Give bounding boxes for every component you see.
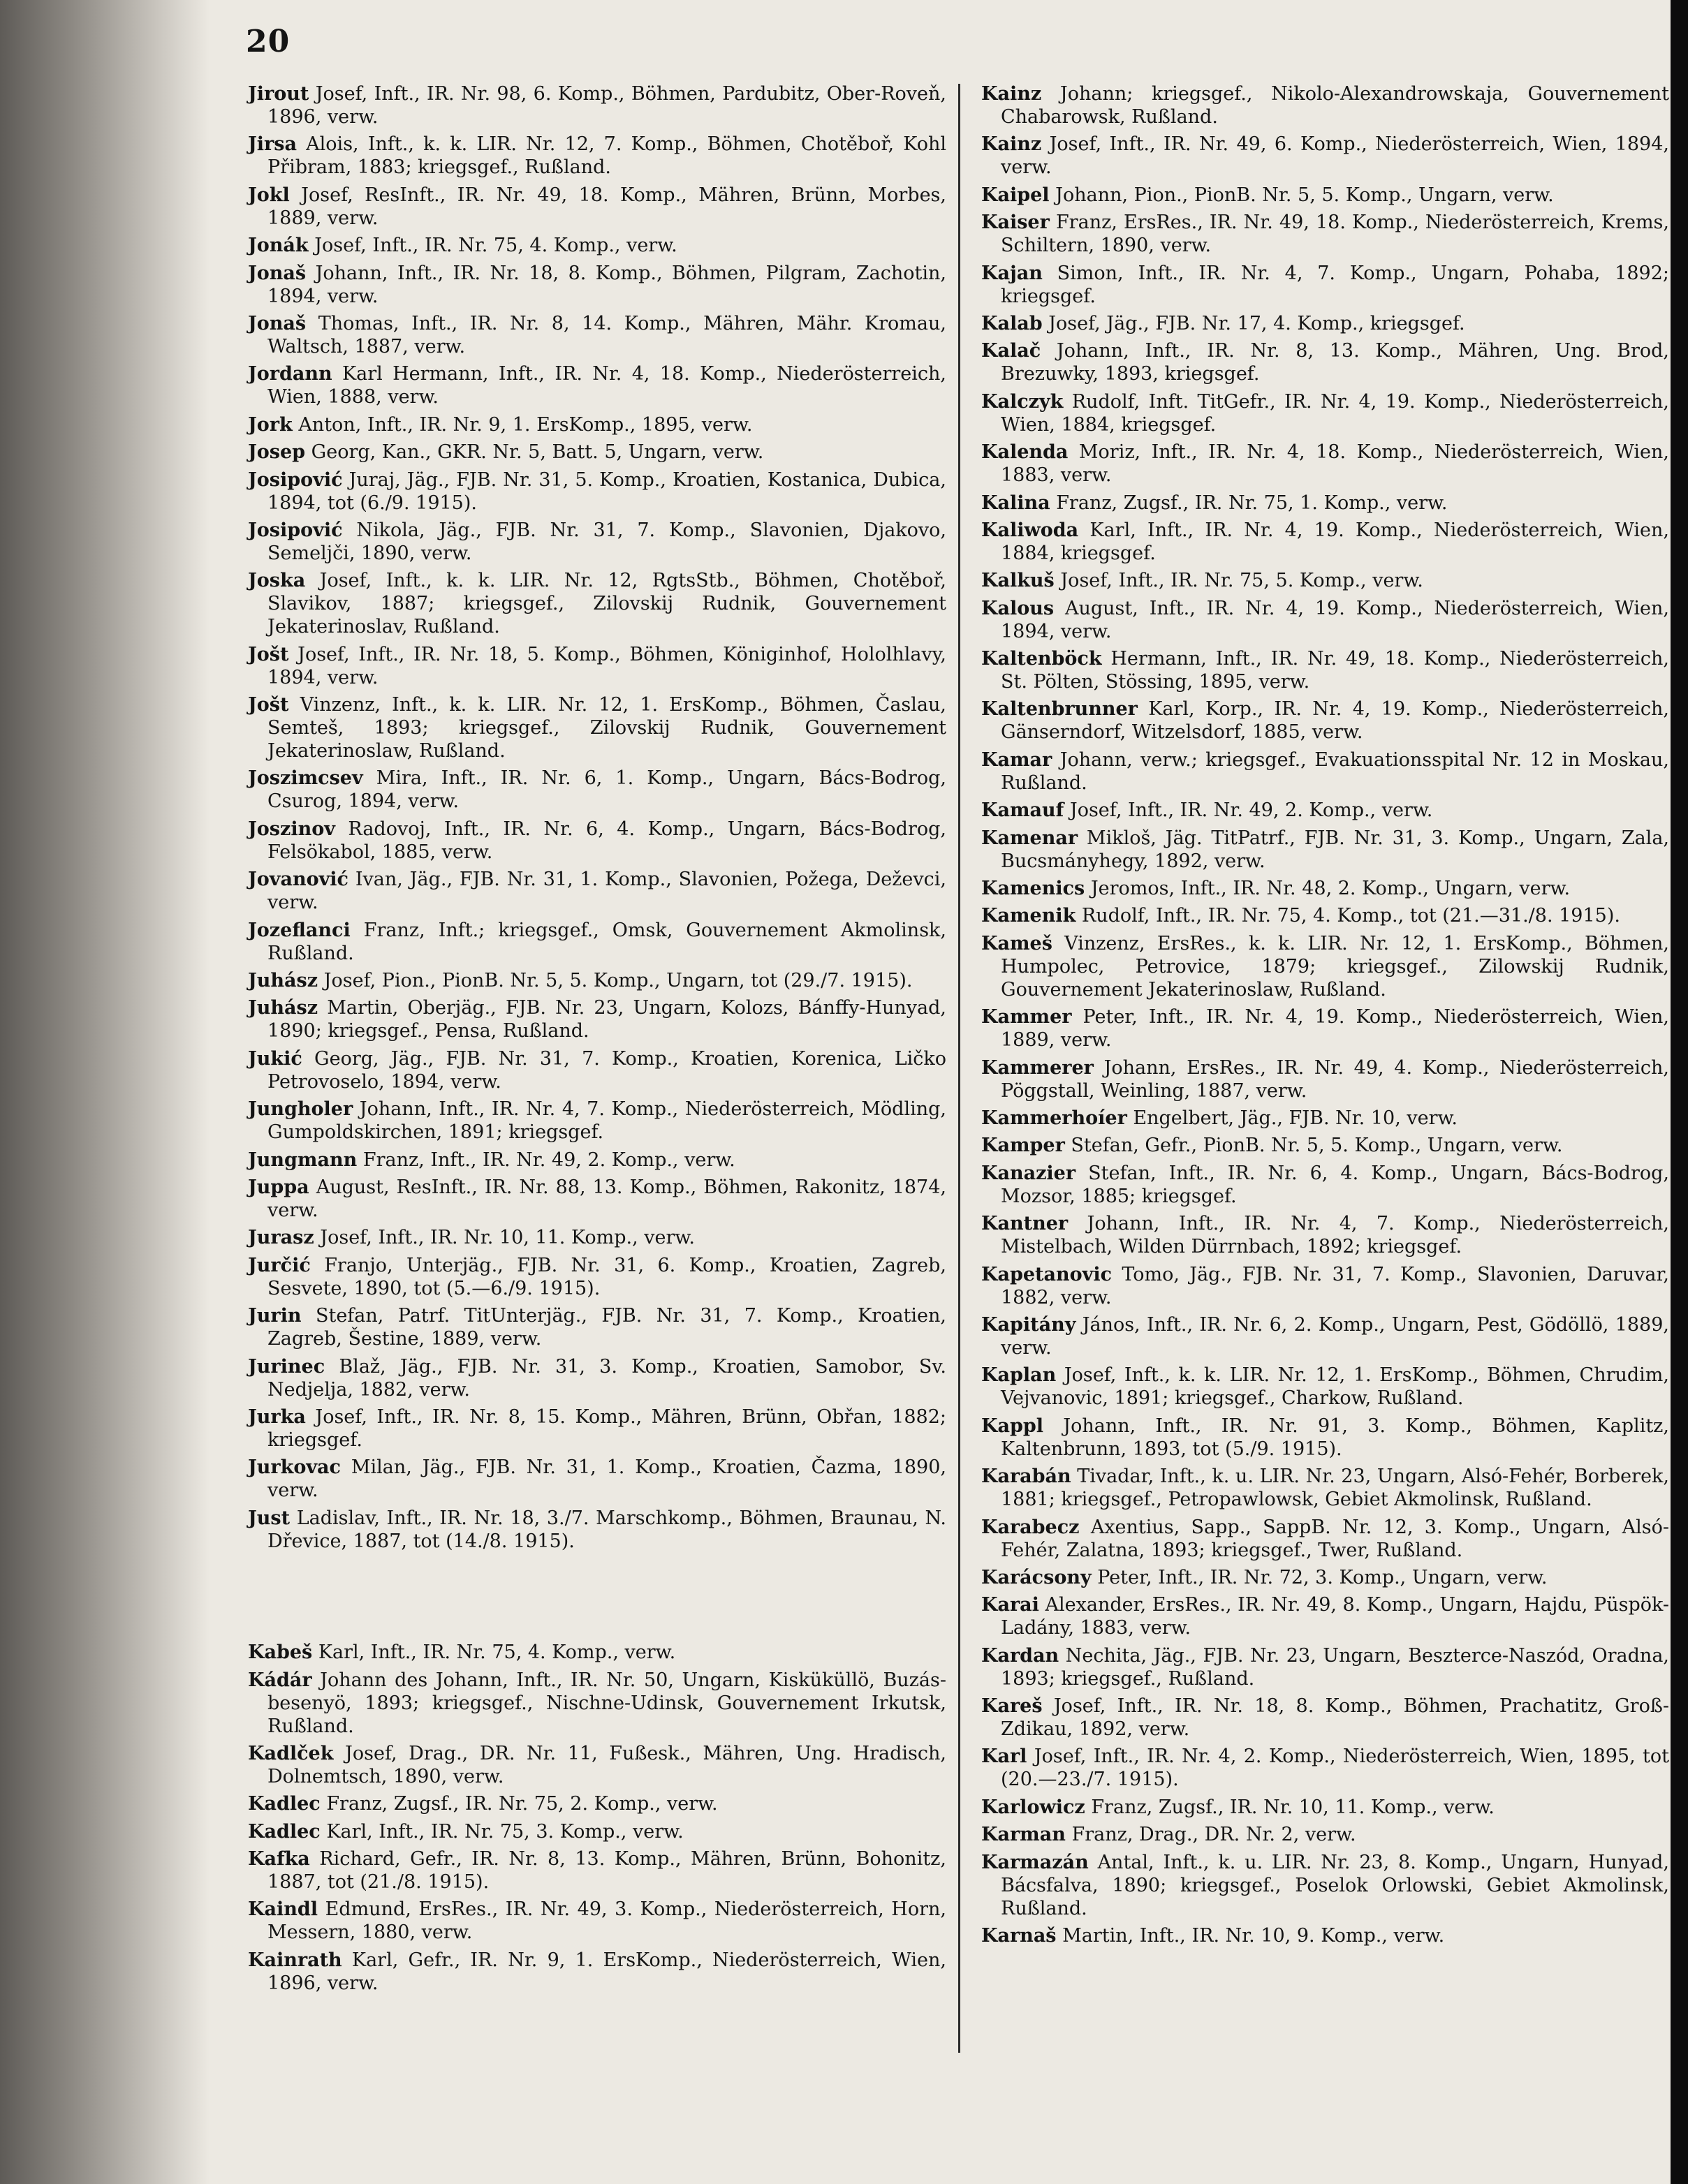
- register-entry: [248, 1149, 946, 1172]
- register-entry: [248, 1047, 946, 1093]
- entry-details: Karl, Inft., IR. Nr. 4, 19. Komp., Niederösterreich, Wien, 1884, kriegsgef.: [1001, 519, 1669, 564]
- entry-surname: Karman: [981, 1824, 1066, 1846]
- register-entry: [981, 1162, 1669, 1208]
- entry-details: Franz, Inft., IR. Nr. 49, 2. Komp., verw.: [362, 1149, 735, 1171]
- entry-surname: Juppa: [248, 1176, 309, 1198]
- entry-surname: Jork: [248, 413, 293, 436]
- register-entry: [981, 133, 1669, 179]
- entry-surname: Kalous: [981, 597, 1055, 619]
- entry-details: Johann, Inft., IR. Nr. 4, 7. Komp., Niederösterreich, Mödling, Gumpoldskirchen, 1891; kriegsgef.: [267, 1098, 946, 1144]
- register-entry: [248, 234, 946, 257]
- entry-details: Josef, Inft., IR. Nr. 98, 6. Komp., Böhmen, Pardubitz, Ober-Roveň, 1896, verw.: [267, 83, 946, 128]
- entry-surname: Kaiser: [981, 212, 1050, 234]
- entry-surname: Kamper: [981, 1135, 1065, 1157]
- entry-details: Franz, Inft.; kriegsgef., Omsk, Gouvernement Akmolinsk, Rußland.: [267, 919, 946, 964]
- register-entry: [248, 184, 946, 230]
- register-entry: [981, 492, 1669, 515]
- register-entry: [981, 1415, 1669, 1461]
- register-entry: [248, 643, 946, 689]
- register-entry: [248, 868, 946, 914]
- register-entry: [248, 1847, 946, 1894]
- scan-shadow: [0, 0, 210, 2184]
- register-entry: [248, 1405, 946, 1452]
- entry-surname: Just: [248, 1507, 291, 1529]
- entry-surname: Jordann: [248, 363, 332, 385]
- entry-details: Alois, Inft., k. k. LIR. Nr. 12, 7. Komp., Böhmen, Chotěboř, Kohl Přibram, 1883; kriegsgef., Rußland.: [267, 133, 946, 179]
- entry-details: Josef, Inft., k. k. LIR. Nr. 12, RgtsStb., Böhmen, Chotěboř, Slavikov, 1887; kriegsgef., Zilovskij Rudnik, Gouvernement Jekaterinoslav, Rußland.: [267, 570, 946, 638]
- register-entry: [248, 767, 946, 813]
- register-entry: [981, 262, 1669, 308]
- entry-details: Ladislav, Inft., IR. Nr. 18, 3./7. Marschkomp., Böhmen, Braunau, N. Dřevice, 1887, tot (14./8. 1915).: [267, 1507, 946, 1552]
- register-entry: [981, 339, 1669, 385]
- register-entry: [981, 1796, 1669, 1819]
- entry-details: Josef, Drag., DR. Nr. 11, Fußesk., Mähren, Ung. Hradisch, Dolnemtsch, 1890, verw.: [267, 1742, 946, 1787]
- entry-surname: Kanazier: [981, 1162, 1076, 1184]
- register-entry: [248, 1456, 946, 1502]
- entry-surname: Kammerer: [981, 1056, 1094, 1079]
- page-number: 20: [246, 24, 291, 59]
- register-entry: [981, 1056, 1669, 1102]
- entry-surname: Kalkuš: [981, 570, 1055, 592]
- register-entry: [981, 698, 1669, 744]
- register-entry: [981, 799, 1669, 822]
- entry-details: Franjo, Unterjäg., FJB. Nr. 31, 6. Komp., Kroatien, Zagreb, Sesvete, 1890, tot (5.—6./9. 1915).: [267, 1254, 946, 1299]
- register-entry: [981, 184, 1669, 207]
- entry-surname: Jurasz: [248, 1227, 314, 1249]
- entry-details: Simon, Inft., IR. Nr. 4, 7. Komp., Ungarn, Pohaba, 1892; kriegsgef.: [1001, 262, 1669, 307]
- entry-details: Antal, Inft., k. u. LIR. Nr. 23, 8. Komp., Ungarn, Hunyad, Bácsfalva, 1890; kriegsgef., Poselok Orlowski, Gebiet Akmolinsk, Rußland.: [1001, 1851, 1669, 1919]
- register-entry: [248, 1176, 946, 1222]
- register-entry: [981, 1134, 1669, 1157]
- entry-details: Blaž, Jäg., FJB. Nr. 31, 3. Komp., Kroatien, Samobor, Sv. Nedjelja, 1882, verw.: [267, 1355, 946, 1401]
- entry-surname: Kaltenbrunner: [981, 698, 1138, 721]
- entry-surname: Kamauf: [981, 799, 1064, 822]
- entry-surname: Karai: [981, 1594, 1039, 1616]
- entry-details: Georg, Kan., GKR. Nr. 5, Batt. 5, Ungarn, verw.: [311, 441, 764, 464]
- entry-surname: Jurka: [248, 1405, 306, 1428]
- entry-surname: Kalab: [981, 312, 1043, 334]
- entry-details: Karl, Inft., IR. Nr. 75, 4. Komp., verw.: [318, 1641, 676, 1664]
- register-entry: [981, 390, 1669, 436]
- entry-details: August, Inft., IR. Nr. 4, 19. Komp., Niederösterreich, Wien, 1894, verw.: [1001, 597, 1669, 642]
- entry-surname: Joszimcsev: [248, 767, 363, 790]
- register-entry: [981, 1745, 1669, 1791]
- entry-details: Jeromos, Inft., IR. Nr. 48, 2. Komp., Ungarn, verw.: [1090, 878, 1571, 900]
- register-entry: [248, 569, 946, 638]
- entry-details: Martin, Inft., IR. Nr. 10, 9. Komp., verw.: [1062, 1925, 1445, 1947]
- register-entry: [981, 569, 1669, 592]
- entry-surname: Kainz: [981, 133, 1042, 156]
- entry-details: Peter, Inft., IR. Nr. 72, 3. Komp., Ungarn, verw.: [1097, 1566, 1548, 1588]
- entry-surname: Kaltenböck: [981, 648, 1102, 670]
- entry-surname: Jonaš: [248, 312, 307, 334]
- entry-surname: Kappl: [981, 1415, 1043, 1437]
- register-entry: [981, 1823, 1669, 1846]
- register-entry: [981, 748, 1669, 795]
- entry-surname: Jurin: [248, 1305, 302, 1327]
- register-entry: [981, 1644, 1669, 1690]
- entry-details: Rudolf, Inft. TitGefr., IR. Nr. 4, 19. Komp., Niederösterreich, Wien, 1884, kriegsgef.: [1001, 390, 1669, 436]
- entry-details: Josef, Inft., k. k. LIR. Nr. 12, 1. ErsKomp., Böhmen, Chrudim, Vejvanovic, 1891; kriegsgef., Charkow, Rußland.: [1001, 1364, 1669, 1410]
- entry-details: Johann, Inft., IR. Nr. 4, 7. Komp., Niederösterreich, Mistelbach, Wilden Dürrnbach, 1892; kriegsgef.: [1001, 1213, 1669, 1258]
- entry-surname: Jurkovac: [248, 1456, 341, 1479]
- register-entry: [248, 362, 946, 408]
- entry-details: Vinzenz, Inft., k. k. LIR. Nr. 12, 1. ErsKomp., Böhmen, Časlau, Semteš, 1893; kriegsgef., Zilovskij Rudnik, Gouvernement Jekaterinoslaw, Rußland.: [267, 694, 946, 762]
- entry-details: Josef, Inft., IR. Nr. 8, 15. Komp., Mähren, Brünn, Obřan, 1882; kriegsgef.: [267, 1405, 946, 1451]
- register-entry: [981, 211, 1669, 257]
- register-entry: [981, 1313, 1669, 1359]
- entry-details: Franz, ErsRes., IR. Nr. 49, 18. Komp., Niederösterreich, Krems, Schiltern, 1890, verw.: [1001, 212, 1669, 257]
- entry-details: Martin, Oberjäg., FJB. Nr. 23, Ungarn, Kolozs, Bánffy-Hunyad, 1890; kriegsgef., Pensa, Rußland.: [267, 997, 946, 1042]
- entry-surname: Josipović: [248, 468, 343, 491]
- entry-surname: Juhász: [248, 970, 318, 992]
- entry-details: Johann, Pion., PionB. Nr. 5, 5. Komp., Ungarn, verw.: [1055, 184, 1554, 206]
- register-entry: [981, 1851, 1669, 1920]
- register-entry: [981, 827, 1669, 873]
- entry-surname: Karnaš: [981, 1925, 1057, 1947]
- entry-surname: Joska: [248, 570, 306, 592]
- register-entry: [981, 877, 1669, 900]
- left-column: [248, 82, 946, 1999]
- register-entry: [248, 468, 946, 515]
- register-entry: [981, 1212, 1669, 1258]
- entry-surname: Jozeflanci: [248, 919, 351, 941]
- entry-surname: Jungholer: [248, 1098, 353, 1121]
- entry-surname: Kadlček: [248, 1742, 334, 1764]
- entry-details: Franz, Drag., DR. Nr. 2, verw.: [1071, 1824, 1356, 1846]
- entry-surname: Jirsa: [248, 133, 297, 156]
- entry-details: Ivan, Jäg., FJB. Nr. 31, 1. Komp., Slavonien, Požega, Deževci, verw.: [267, 869, 946, 914]
- entry-surname: Kádár: [248, 1669, 312, 1691]
- register-entry: [981, 647, 1669, 693]
- entry-surname: Kabeš: [248, 1641, 313, 1664]
- entry-details: Johann, Inft., IR. Nr. 18, 8. Komp., Böhmen, Pilgram, Zachotin, 1894, verw.: [267, 262, 946, 307]
- entry-details: Josef, Inft., IR. Nr. 75, 5. Komp., verw.: [1060, 570, 1423, 592]
- entry-details: Vinzenz, ErsRes., k. k. LIR. Nr. 12, 1. ErsKomp., Böhmen, Humpolec, Petrovice, 1879; kriegsgef., Zilowskij Rudnik, Gouvernement Jekaterinoslaw, Rußland.: [1001, 932, 1669, 1001]
- entry-surname: Kainz: [981, 83, 1042, 105]
- register-entry: [981, 1924, 1669, 1947]
- entry-surname: Karl: [981, 1746, 1027, 1768]
- entry-details: Josef, ResInft., IR. Nr. 49, 18. Komp., Mähren, Brünn, Morbes, 1889, verw.: [267, 184, 946, 229]
- entry-surname: Joszinov: [248, 818, 335, 840]
- entry-surname: Jonaš: [248, 262, 307, 284]
- entry-details: Josef, Inft., IR. Nr. 4, 2. Komp., Niederösterreich, Wien, 1895, tot (20.—23./7. 1915).: [1001, 1746, 1669, 1791]
- entry-surname: Kadlec: [248, 1820, 321, 1843]
- entry-surname: Kajan: [981, 262, 1043, 284]
- register-entry: [981, 1566, 1669, 1589]
- entry-surname: Kaipel: [981, 184, 1050, 206]
- entry-surname: Karlowicz: [981, 1796, 1085, 1818]
- register-entry: [981, 1005, 1669, 1052]
- register-entry: [248, 312, 946, 358]
- entry-surname: Kameš: [981, 932, 1052, 954]
- entry-surname: Jonák: [248, 235, 309, 257]
- register-entry: [981, 441, 1669, 487]
- entry-surname: Kalenda: [981, 441, 1069, 464]
- entry-details: Stefan, Inft., IR. Nr. 6, 4. Komp., Ungarn, Bács-Bodrog, Mozsor, 1885; kriegsgef.: [1001, 1162, 1669, 1207]
- register-entry: [248, 441, 946, 464]
- column-divider: [958, 84, 960, 2053]
- entry-surname: Josep: [248, 441, 306, 464]
- section-gap: [248, 1557, 946, 1641]
- register-entry: [981, 1364, 1669, 1410]
- register-entry: [981, 1516, 1669, 1562]
- entry-details: Milan, Jäg., FJB. Nr. 31, 1. Komp., Kroatien, Čazma, 1890, verw.: [267, 1456, 946, 1502]
- entry-details: János, Inft., IR. Nr. 6, 2. Komp., Ungarn, Pest, Gödöllö, 1889, verw.: [1001, 1313, 1669, 1359]
- entry-surname: Kafka: [248, 1848, 310, 1871]
- entry-surname: Jošt: [248, 643, 289, 665]
- entry-details: Karl, Inft., IR. Nr. 75, 3. Komp., verw.: [326, 1820, 684, 1843]
- register-entry: [981, 519, 1669, 565]
- entry-surname: Karabecz: [981, 1516, 1080, 1538]
- entry-surname: Kainrath: [248, 1949, 342, 1971]
- entry-details: Mira, Inft., IR. Nr. 6, 1. Komp., Ungarn, Bács-Bodrog, Csurog, 1894, verw.: [267, 767, 946, 813]
- register-entry: [248, 1507, 946, 1553]
- entry-surname: Karabán: [981, 1466, 1071, 1488]
- register-entry: [248, 1669, 946, 1738]
- register-entry: [248, 919, 946, 965]
- entry-details: Karl, Gefr., IR. Nr. 9, 1. ErsKomp., Niederösterreich, Wien, 1896, verw.: [267, 1949, 946, 1994]
- entry-surname: Jirout: [248, 83, 309, 105]
- entry-details: Rudolf, Inft., IR. Nr. 75, 4. Komp., tot (21.—31./8. 1915).: [1081, 905, 1620, 927]
- entry-details: Radovoj, Inft., IR. Nr. 6, 4. Komp., Ungarn, Bács-Bodrog, Felsökabol, 1885, verw.: [267, 818, 946, 863]
- register-entry: [248, 1098, 946, 1144]
- entry-details: Josef, Pion., PionB. Nr. 5, 5. Komp., Ungarn, tot (29./7. 1915).: [323, 970, 913, 992]
- entry-details: Karl, Korp., IR. Nr. 4, 19. Komp., Niederösterreich, Gänserndorf, Witzelsdorf, 1885, verw.: [1001, 698, 1669, 744]
- entry-surname: Jokl: [248, 184, 290, 206]
- entry-surname: Kalina: [981, 492, 1050, 514]
- register-entry: [981, 932, 1669, 1001]
- entry-surname: Kamenar: [981, 827, 1078, 849]
- entry-details: Georg, Jäg., FJB. Nr. 31, 7. Komp., Kroatien, Korenica, Ličko Petrovoselo, 1894, verw.: [267, 1047, 946, 1093]
- entry-surname: Kantner: [981, 1213, 1069, 1235]
- register-entry: [248, 133, 946, 179]
- entry-details: August, ResInft., IR. Nr. 88, 13. Komp., Böhmen, Rakonitz, 1874, verw.: [267, 1176, 946, 1221]
- register-entry: [248, 1949, 946, 1995]
- entry-surname: Jošt: [248, 694, 289, 716]
- entry-details: Franz, Zugsf., IR. Nr. 75, 2. Komp., verw.: [326, 1793, 718, 1815]
- entry-details: Johann, Inft., IR. Nr. 8, 13. Komp., Mähren, Ung. Brod, Brezuwky, 1893, kriegsgef.: [1001, 340, 1669, 385]
- entry-details: Franz, Zugsf., IR. Nr. 10, 11. Komp., verw.: [1091, 1796, 1495, 1818]
- entry-details: Anton, Inft., IR. Nr. 9, 1. ErsKomp., 1895, verw.: [298, 413, 753, 436]
- entry-details: Josef, Inft., IR. Nr. 18, 8. Komp., Böhmen, Prachatitz, Groß-Zdikau, 1892, verw.: [1001, 1695, 1669, 1741]
- register-entry: [248, 818, 946, 864]
- entry-details: Alexander, ErsRes., IR. Nr. 49, 8. Komp., Ungarn, Hajdu, Püspök-Ladány, 1883, verw.: [1001, 1594, 1670, 1639]
- entry-details: Stefan, Gefr., PionB. Nr. 5, 5. Komp., Ungarn, verw.: [1071, 1135, 1563, 1157]
- entry-surname: Jurčić: [248, 1254, 311, 1276]
- entry-details: Josef, Inft., IR. Nr. 75, 4. Komp., verw.: [314, 235, 677, 257]
- entry-details: Juraj, Jäg., FJB. Nr. 31, 5. Komp., Kroatien, Kostanica, Dubica, 1894, tot (6./9. 1915).: [267, 468, 946, 514]
- register-entry: [981, 597, 1669, 643]
- entry-surname: Kamar: [981, 748, 1052, 771]
- entry-surname: Kaliwoda: [981, 519, 1079, 541]
- entry-surname: Kalač: [981, 340, 1041, 362]
- entry-surname: Kardan: [981, 1644, 1059, 1667]
- entry-details: Mikloš, Jäg. TitPatrf., FJB. Nr. 31, 3. Komp., Ungarn, Zala, Bucsmányhegy, 1892, verw.: [1001, 827, 1669, 872]
- entry-details: Stefan, Patrf. TitUnterjäg., FJB. Nr. 31, 7. Komp., Kroatien, Zagreb, Šestine, 1889, verw.: [267, 1305, 946, 1350]
- entry-surname: Kapitány: [981, 1313, 1076, 1336]
- register-entry: [981, 1107, 1669, 1130]
- register-entry: [981, 1263, 1669, 1309]
- scan-edge: [1671, 0, 1688, 2184]
- register-entry: [248, 1355, 946, 1401]
- entry-details: Thomas, Inft., IR. Nr. 8, 14. Komp., Mähren, Mähr. Kromau, Waltsch, 1887, verw.: [267, 312, 946, 357]
- entry-details: Johann, ErsRes., IR. Nr. 49, 4. Komp., Niederösterreich, Pöggstall, Weinling, 1887, verw.: [1001, 1056, 1669, 1102]
- entry-details: Nikola, Jäg., FJB. Nr. 31, 7. Komp., Slavonien, Djakovo, Semeljči, 1890, verw.: [267, 519, 946, 564]
- register-entry: [248, 262, 946, 308]
- register-entry: [248, 1226, 946, 1249]
- entry-details: Franz, Zugsf., IR. Nr. 75, 1. Komp., verw.: [1056, 492, 1448, 514]
- register-entry: [248, 1254, 946, 1300]
- register-entry: [981, 1593, 1669, 1639]
- register-entry: [248, 693, 946, 762]
- right-column: [981, 82, 1669, 1951]
- register-entry: [248, 1820, 946, 1843]
- entry-details: Josef, Jäg., FJB. Nr. 17, 4. Komp., kriegsgef.: [1048, 312, 1465, 334]
- entry-surname: Jurinec: [248, 1355, 325, 1378]
- register-entry: [248, 996, 946, 1042]
- entry-details: Tomo, Jäg., FJB. Nr. 31, 7. Komp., Slavonien, Daruvar, 1882, verw.: [1001, 1263, 1669, 1308]
- entry-surname: Kaplan: [981, 1364, 1057, 1387]
- entry-details: Tivadar, Inft., k. u. LIR. Nr. 23, Ungarn, Alsó-Fehér, Borberek, 1881; kriegsgef., Petropawlowsk, Gebiet Akmolinsk, Rußland.: [1001, 1466, 1669, 1511]
- entry-details: Hermann, Inft., IR. Nr. 49, 18. Komp., Niederösterreich, St. Pölten, Stössing, 1895, verw.: [1001, 648, 1669, 693]
- entry-surname: Kaindl: [248, 1898, 318, 1921]
- entry-surname: Kamenics: [981, 878, 1085, 900]
- register-entry: [248, 519, 946, 565]
- entry-details: Moriz, Inft., IR. Nr. 4, 18. Komp., Niederösterreich, Wien, 1883, verw.: [1001, 441, 1669, 487]
- entry-surname: Jungmann: [248, 1149, 358, 1171]
- entry-surname: Kalczyk: [981, 390, 1064, 413]
- entry-details: Karl Hermann, Inft., IR. Nr. 4, 18. Komp., Niederösterreich, Wien, 1888, verw.: [267, 363, 946, 408]
- entry-surname: Kammer: [981, 1006, 1072, 1028]
- entry-details: Johann, verw.; kriegsgef., Evakuationsspital Nr. 12 in Moskau, Rußland.: [1001, 748, 1669, 794]
- register-entry: [248, 413, 946, 436]
- entry-details: Josef, Inft., IR. Nr. 49, 6. Komp., Niederösterreich, Wien, 1894, verw.: [1001, 133, 1669, 179]
- register-entry: [981, 1695, 1669, 1741]
- entry-details: Axentius, Sapp., SappB. Nr. 12, 3. Komp., Ungarn, Alsó-Fehér, Zalatna, 1893; kriegsgef., Twer, Rußland.: [1001, 1516, 1669, 1561]
- register-entry: [248, 82, 946, 128]
- entry-details: Johann des Johann, Inft., IR. Nr. 50, Ungarn, Kisküküllö, Buzás-besenyö, 1893; kriegsgef., Nischne-Udinsk, Gouvernement Irkutsk, Rußland.: [267, 1669, 946, 1737]
- entry-details: Johann, Inft., IR. Nr. 91, 3. Komp., Böhmen, Kaplitz, Kaltenbrunn, 1893, tot (5./9. 1915).: [1001, 1415, 1669, 1460]
- register-entry: [981, 82, 1669, 128]
- entry-surname: Josipović: [248, 519, 343, 541]
- register-entry: [981, 904, 1669, 927]
- entry-surname: Kadlec: [248, 1793, 321, 1815]
- register-entry: [248, 969, 946, 992]
- entry-surname: Kareš: [981, 1695, 1043, 1718]
- entry-details: Josef, Inft., IR. Nr. 10, 11. Komp., verw.: [320, 1227, 695, 1249]
- entry-details: Josef, Inft., IR. Nr. 18, 5. Komp., Böhmen, Königinhof, Hololhlavy, 1894, verw.: [267, 643, 946, 688]
- register-entry: [248, 1792, 946, 1815]
- entry-details: Engelbert, Jäg., FJB. Nr. 10, verw.: [1133, 1107, 1458, 1129]
- register-entry: [248, 1641, 946, 1664]
- entry-surname: Jovanović: [248, 869, 348, 891]
- entry-details: Nechita, Jäg., FJB. Nr. 23, Ungarn, Beszterce-Naszód, Oradna, 1893; kriegsgef., Rußland.: [1001, 1644, 1669, 1690]
- register-entry: [248, 1304, 946, 1350]
- entry-surname: Karmazán: [981, 1851, 1089, 1873]
- entry-surname: Kapetanovic: [981, 1263, 1113, 1285]
- entry-surname: Kamenik: [981, 905, 1076, 927]
- register-entry: [981, 1465, 1669, 1511]
- register-entry: [248, 1898, 946, 1944]
- register-entry: [981, 312, 1669, 335]
- entry-surname: Karácsony: [981, 1566, 1092, 1588]
- entry-surname: Kammerhoíer: [981, 1107, 1127, 1129]
- entry-surname: Juhász: [248, 997, 318, 1019]
- entry-details: Johann; kriegsgef., Nikolo-Alexandrowskaja, Gouvernement Chabarowsk, Rußland.: [1001, 83, 1669, 128]
- entry-details: Richard, Gefr., IR. Nr. 8, 13. Komp., Mähren, Brünn, Bohonitz, 1887, tot (21./8. 1915).: [267, 1848, 946, 1894]
- entry-details: Peter, Inft., IR. Nr. 4, 19. Komp., Niederösterreich, Wien, 1889, verw.: [1001, 1006, 1669, 1052]
- register-entry: [248, 1742, 946, 1788]
- entry-details: Josef, Inft., IR. Nr. 49, 2. Komp., verw.: [1069, 799, 1433, 822]
- entry-details: Edmund, ErsRes., IR. Nr. 49, 3. Komp., Niederösterreich, Horn, Messern, 1880, verw.: [267, 1898, 946, 1944]
- entry-surname: Jukić: [248, 1047, 302, 1070]
